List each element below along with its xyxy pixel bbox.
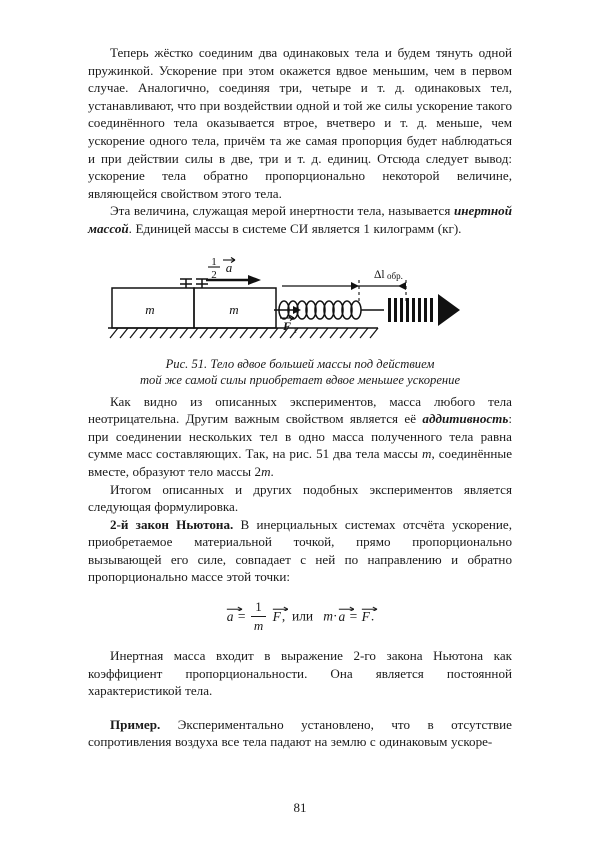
paragraph-newton-second-law	[88, 516, 512, 586]
formula-a-right: a	[338, 608, 346, 624]
example-text: Экспериментально установлено, что в отсутствие сопротивления воздуха все тела падают на землю с одинаковым ускоре-	[88, 716, 512, 750]
formula-comma: ,	[281, 608, 286, 624]
formula-equals: =	[237, 608, 246, 624]
formula-fraction	[251, 599, 266, 634]
formula-newton-second-law	[88, 600, 512, 635]
p3-symbol-m1: m	[421, 446, 432, 462]
formula-force-right: F	[361, 608, 370, 624]
figure-label-accel-denominator: 2	[211, 268, 217, 281]
p3-symbol-m2: m	[261, 463, 271, 479]
figure-51-drawing	[88, 252, 512, 348]
formula-denominator: m	[253, 618, 264, 634]
figure-caption-line2: той же самой силы приобретает вдвое меньшее ускорение	[139, 373, 461, 388]
example-label: Пример.	[110, 716, 161, 732]
formula-period: .	[370, 608, 375, 624]
p3-text-end: .	[270, 463, 274, 479]
p3-text-mid: , соединённые вместе, образуют тело массы 2	[88, 446, 512, 479]
law-title: 2-й закон Ньютона.	[110, 516, 234, 532]
formula-vector-F-right	[361, 609, 371, 625]
figure-51-svg	[88, 252, 512, 348]
formula-vector-F-left	[272, 609, 282, 625]
p2-text-before: Эта величина, служащая мерой инертности тела, называется	[110, 203, 454, 219]
figure-caption-line1: Рис. 51. Тело вдвое большей массы под действием	[165, 356, 435, 371]
formula-numerator: 1	[251, 599, 266, 617]
figure-51	[88, 252, 512, 389]
page-number: 81	[293, 800, 307, 815]
p2-text-after: . Единицей массы в системе СИ является 1 килограмм (кг).	[128, 220, 462, 236]
figure-label-force: F	[282, 318, 292, 333]
formula-equals-2: =	[349, 608, 358, 624]
paragraph-summary: Итогом описанных и других подобных экспериментов является следующая формулировка.	[88, 481, 512, 515]
p3-text-before: Как видно из описанных экспериментов, масса любого тела неотрицательна. Другим важным свойством является её	[88, 393, 512, 427]
paragraph-inertial-mass	[88, 202, 512, 237]
law-statement: В инерциальных системах отсчёта ускорение, приобретаемое материальной точкой, прямо пропорционально вызывающей его силе, совпадает с ней по направлению и обратно пропорционально массе этой точки:	[88, 516, 513, 585]
formula-dot: ·	[333, 608, 338, 624]
formula-a-left: a	[226, 608, 234, 624]
formula-vector-a-left	[226, 609, 235, 625]
formula-mass: m	[323, 608, 334, 624]
page-content	[88, 44, 512, 751]
term-additivity: аддитивность	[422, 411, 509, 427]
figure-label-deformation: Δl	[374, 268, 385, 281]
figure-label-accel-vector: a	[225, 259, 233, 275]
figure-label-deformation-sub: обр.	[387, 270, 403, 281]
paragraph-additivity	[88, 393, 512, 481]
paragraph-example	[88, 716, 512, 751]
figure-caption	[88, 356, 512, 389]
figure-label-force-subscript: 1	[293, 325, 297, 335]
formula-vector-a-right	[338, 609, 347, 625]
figure-label-mass-left: m	[145, 301, 155, 317]
paragraph-proportionality: Инертная масса входит в выражение 2-го закона Ньютона как коэффициент пропорциональности. Она является постоянной характеристикой тела.	[88, 648, 512, 699]
p3-text-after: : при соединении нескольких тел в одно масса полученного тела равна сумме масс составляющих. Так, на рис. 51 два тела массы	[88, 411, 512, 462]
formula-force-left: F	[272, 608, 281, 624]
formula-or-word: или	[291, 608, 314, 624]
term-inertial-mass: инертной массой	[88, 203, 512, 236]
figure-label-accel-numerator: 1	[211, 255, 217, 268]
figure-label-mass-right: m	[229, 301, 239, 317]
paragraph-intro: Теперь жёстко соединим два одинаковых тела и будем тянуть одной пружинкой. Ускорение при этом окажется вдвое меньшим, чем в первом случае. Аналогично, соединяя три, четыре и т. д. одинаковых тел, устанавливают, что при воздействии одной и той же силы ускорение такого соединённого тела оказывается втрое, вчетверо и т. д. меньше, чем ускорение одного тела, причём та же самая пропорция будет наблюдаться и при действии силы в две, три и т. д. единиц. Отсюда следует вывод: ускорение тела обратно пропорционально некоторой величине, являющейся свойством этого тела.	[88, 45, 512, 201]
